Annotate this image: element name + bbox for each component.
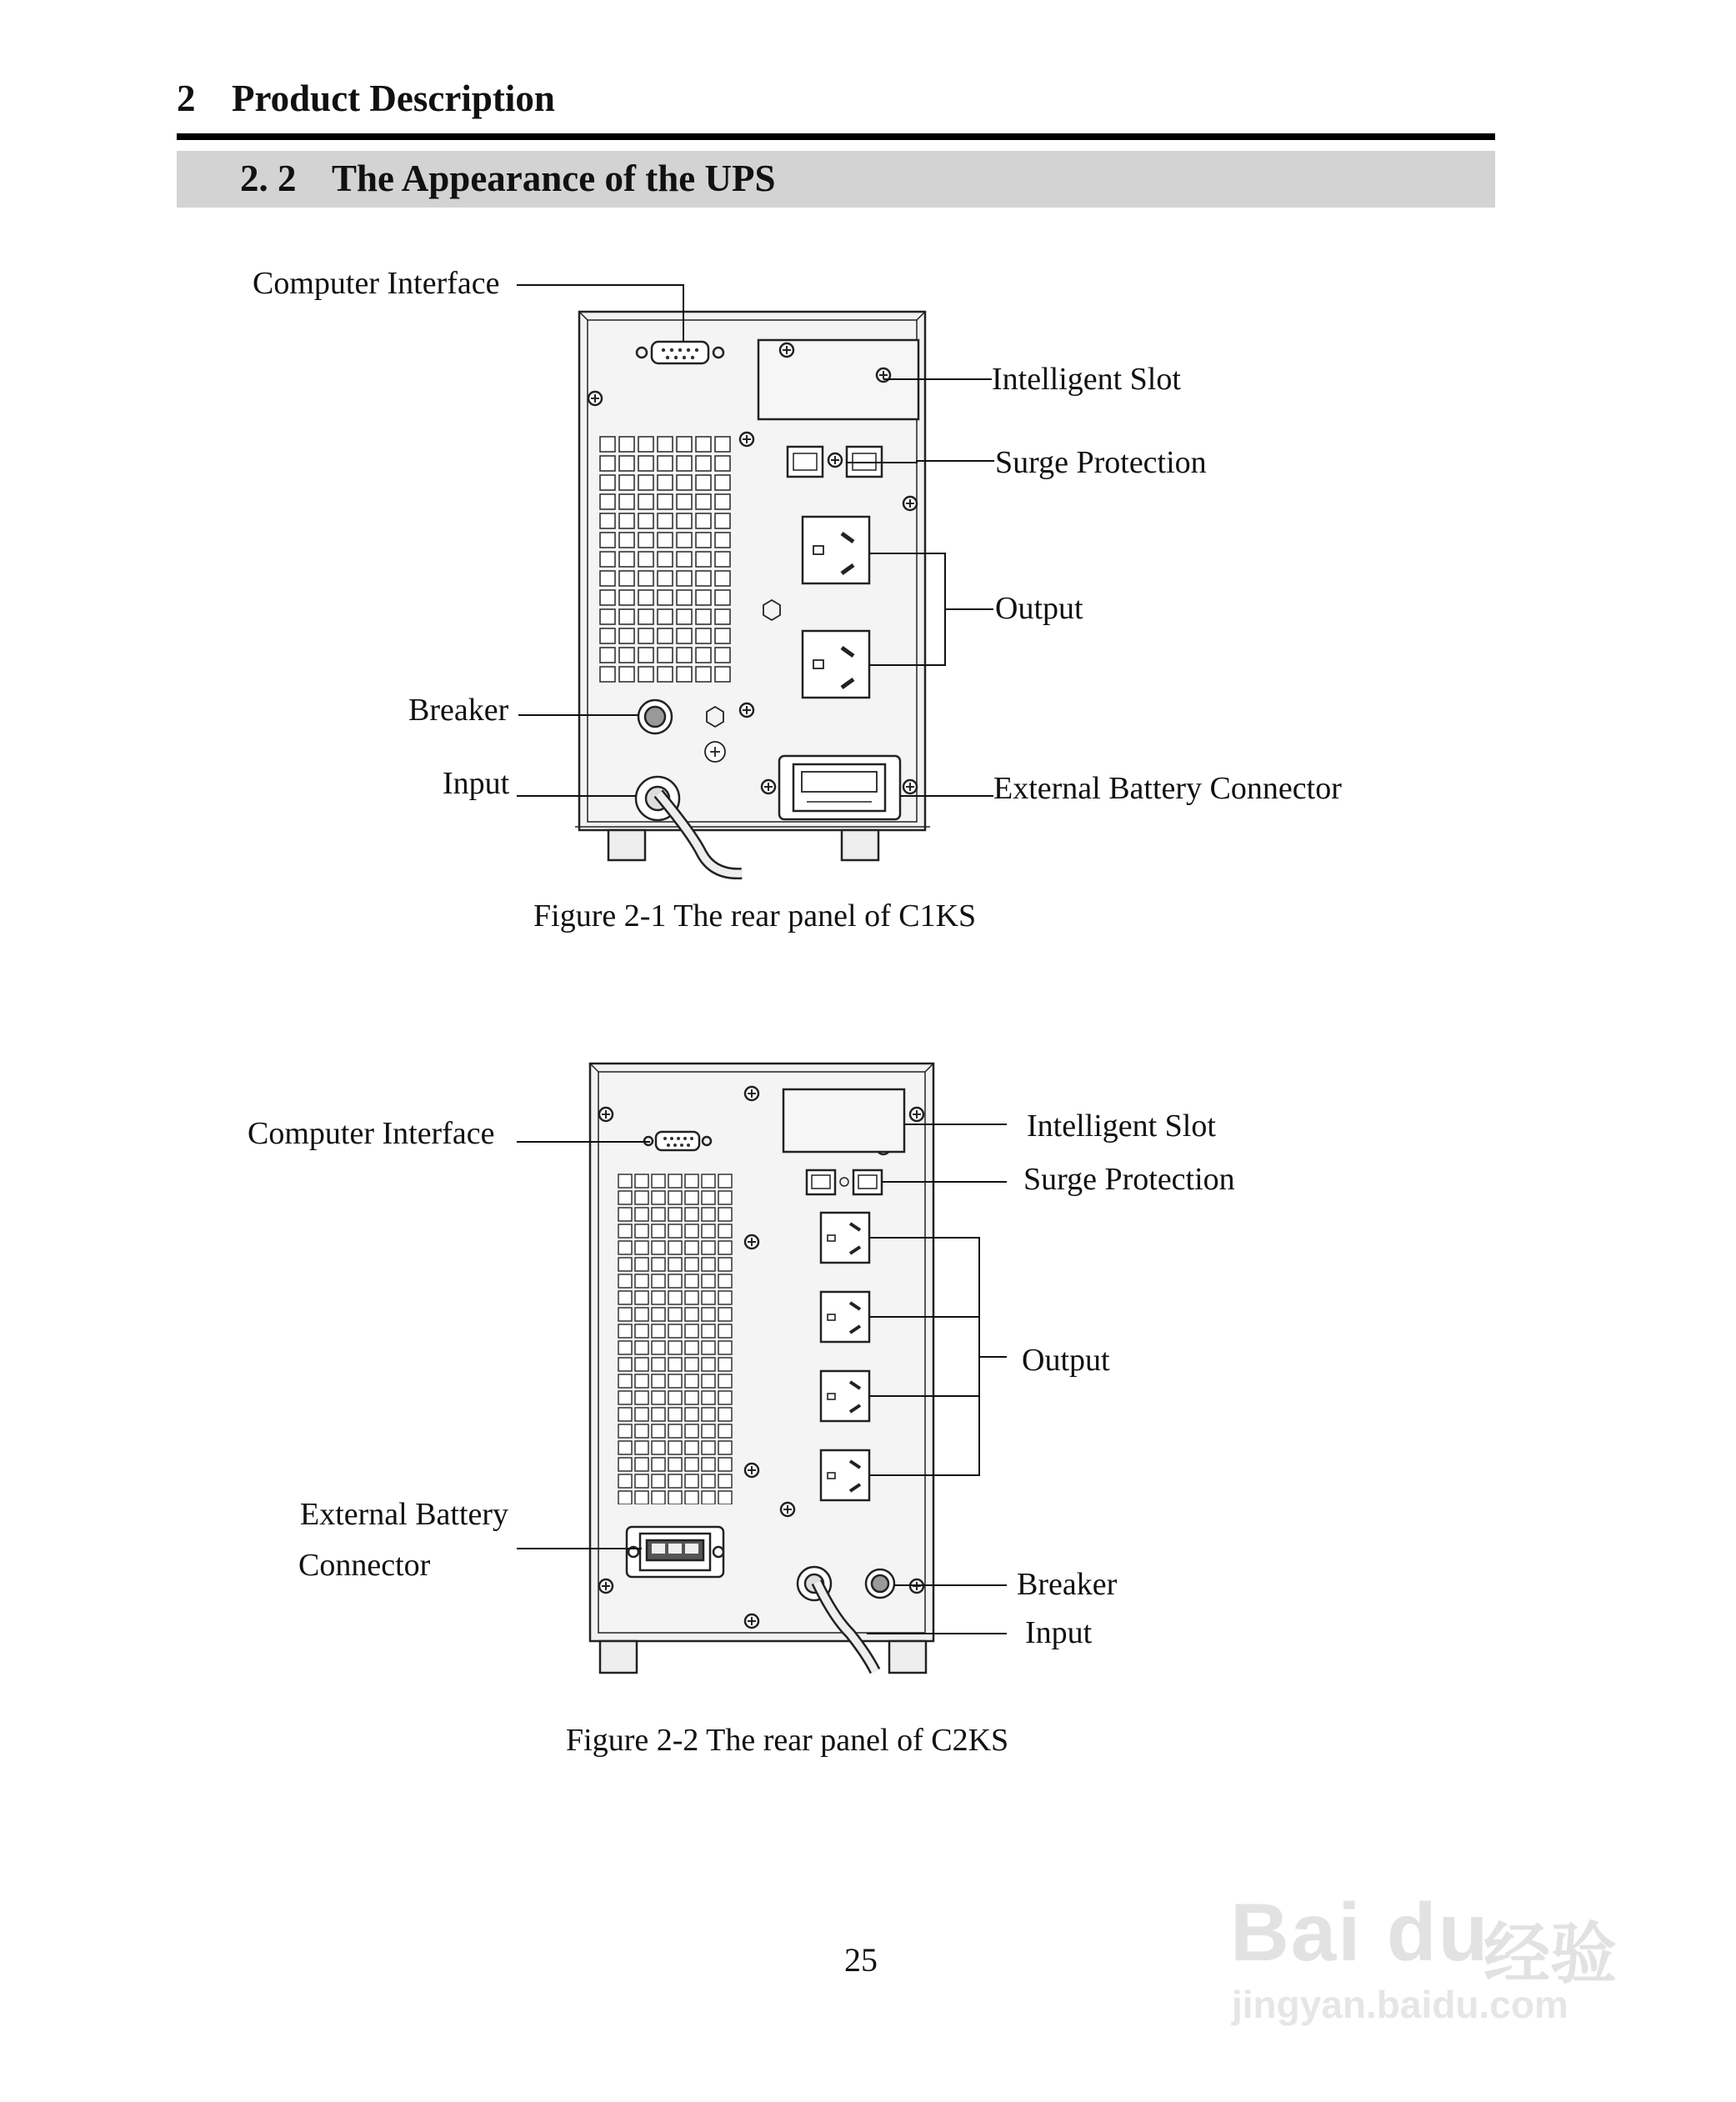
fig1-label-intelligent-slot: Intelligent Slot xyxy=(992,362,1181,397)
section-number: 2. 2 xyxy=(240,158,297,199)
fig2-label-computer-interface: Computer Interface xyxy=(248,1116,495,1151)
fig1-label-surge-protection: Surge Protection xyxy=(995,445,1207,480)
fig1-label-external-battery-connector: External Battery Connector xyxy=(993,771,1342,806)
fig1-label-breaker: Breaker xyxy=(408,693,509,728)
figure-1-caption: Figure 2-1 The rear panel of C1KS xyxy=(533,898,977,933)
fig1-label-input: Input xyxy=(443,766,510,801)
fig2-label-external-battery-line2: Connector xyxy=(298,1548,431,1583)
watermark-brand: Bai du xyxy=(1230,1886,1490,1978)
fig2-label-output: Output xyxy=(1022,1343,1110,1378)
watermark-brand-cn: 经验 xyxy=(1483,1915,1617,1993)
fig1-label-output: Output xyxy=(995,591,1083,626)
fig2-label-input: Input xyxy=(1025,1615,1093,1650)
watermark-url: jingyan.baidu.com xyxy=(1232,1983,1568,2026)
fig2-label-breaker: Breaker xyxy=(1017,1567,1118,1602)
fig2-label-surge-protection: Surge Protection xyxy=(1023,1162,1235,1197)
c1ks-rear-panel xyxy=(575,312,930,873)
figure-2-caption: Figure 2-2 The rear panel of C2KS xyxy=(566,1723,1009,1758)
chapter-title: Product Description xyxy=(232,78,555,119)
chapter-number: 2 xyxy=(177,78,196,119)
fig2-label-intelligent-slot: Intelligent Slot xyxy=(1027,1109,1216,1144)
fig2-label-external-battery-line1: External Battery xyxy=(300,1497,509,1532)
page-number: 25 xyxy=(844,1941,878,1979)
fig1-label-computer-interface: Computer Interface xyxy=(253,266,500,301)
section-title: The Appearance of the UPS xyxy=(332,158,776,199)
c2ks-rear-panel xyxy=(590,1064,933,1673)
